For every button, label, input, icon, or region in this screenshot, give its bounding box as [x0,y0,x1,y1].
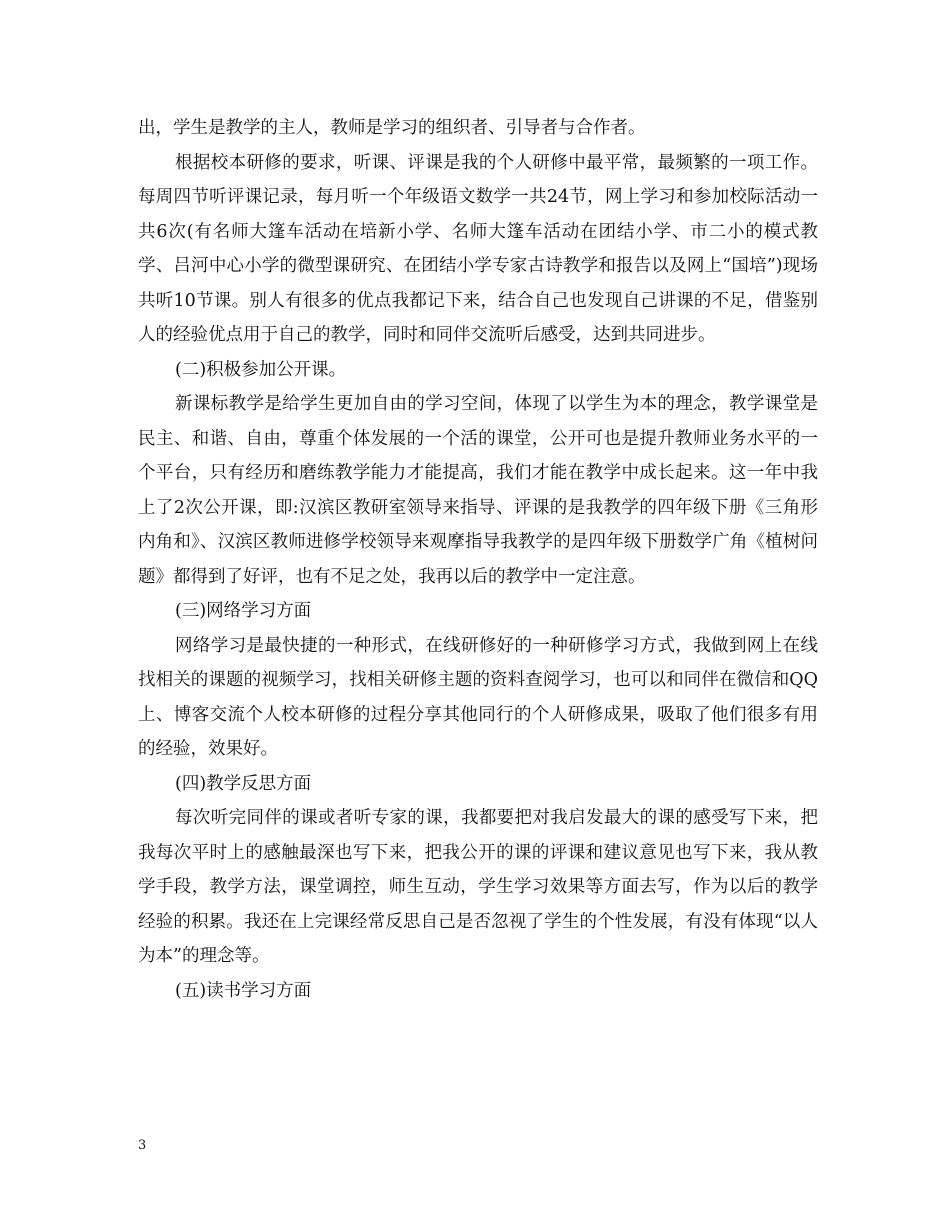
section-heading-5: (五)读书学习方面 [175,980,312,1001]
document-body [138,111,818,1008]
section-heading-2: (二)积极参加公开课。 [175,359,347,380]
paragraph-1: 出，学生是教学的主人，教师是学习的组织者、引导者与合作者。 [138,118,646,138]
paragraph-3: 新课标教学是给学生更加自由的学习空间，体现了以学生为本的理念，教学课堂是民主、和谐、自由，尊重个体发展的一个活的课堂，公开可也是提升教师业务水平的一个平台，只有经历和磨练教学能力才能提高，我们才能在教学中成长起来。这一年中我上了2次公开课，即:汉滨区教研室领导来指导、评课的是我教学的四年级下册《三角形内角和》、汉滨区教师进修学校领导来观摩指导我教学的是四年级下册数学广角《植树问题》都得到了好评，也有不足之处，我再以后的教学中一定注意。 [138,394,818,587]
page-number: 3 [138,1138,147,1153]
paragraph-4: 网络学习是最快捷的一种形式，在线研修好的一种研修学习方式，我做到网上在线找相关的课题的视频学习，找相关研修主题的资料查阅学习，也可以和同伴在微信和QQ上、博客交流个人校本研修的过程分享其他同行的个人研修成果，吸取了他们很多有用的经验，效果好。 [138,635,818,759]
paragraph-5: 每次听完同伴的课或者听专家的课，我都要把对我启发最大的课的感受写下来，把我每次平时上的感触最深也写下来，把我公开的课的评课和建议意见也写下来，我从教学手段，教学方法，课堂调控，师生互动，学生学习效果等方面去写，作为以后的教学经验的积累。我还在上完课经常反思自己是否忽视了学生的个性发展，有没有体现“以人为本”的理念等。 [138,808,818,966]
section-heading-4: (四)教学反思方面 [175,773,312,794]
section-heading-3: (三)网络学习方面 [175,601,312,621]
paragraph-2: 根据校本研修的要求，听课、评课是我的个人研修中最平常，最频繁的一项工作。每周四节听评课记录，每月听一个年级语文数学一共24节，网上学习和参加校际活动一共6次(有名师大篷车活动在培新小学、名师大篷车活动在团结小学、市二小的模式教学、吕河中心小学的微型课研究、在团结小学专家古诗教学和报告以及网上“国培”)现场共听10节课。别人有很多的优点我都记下来，结合自己也发现自己讲课的不足，借鉴别人的经验优点用于自己的教学，同时和同伴交流听后感受，达到共同进步。 [138,152,818,345]
